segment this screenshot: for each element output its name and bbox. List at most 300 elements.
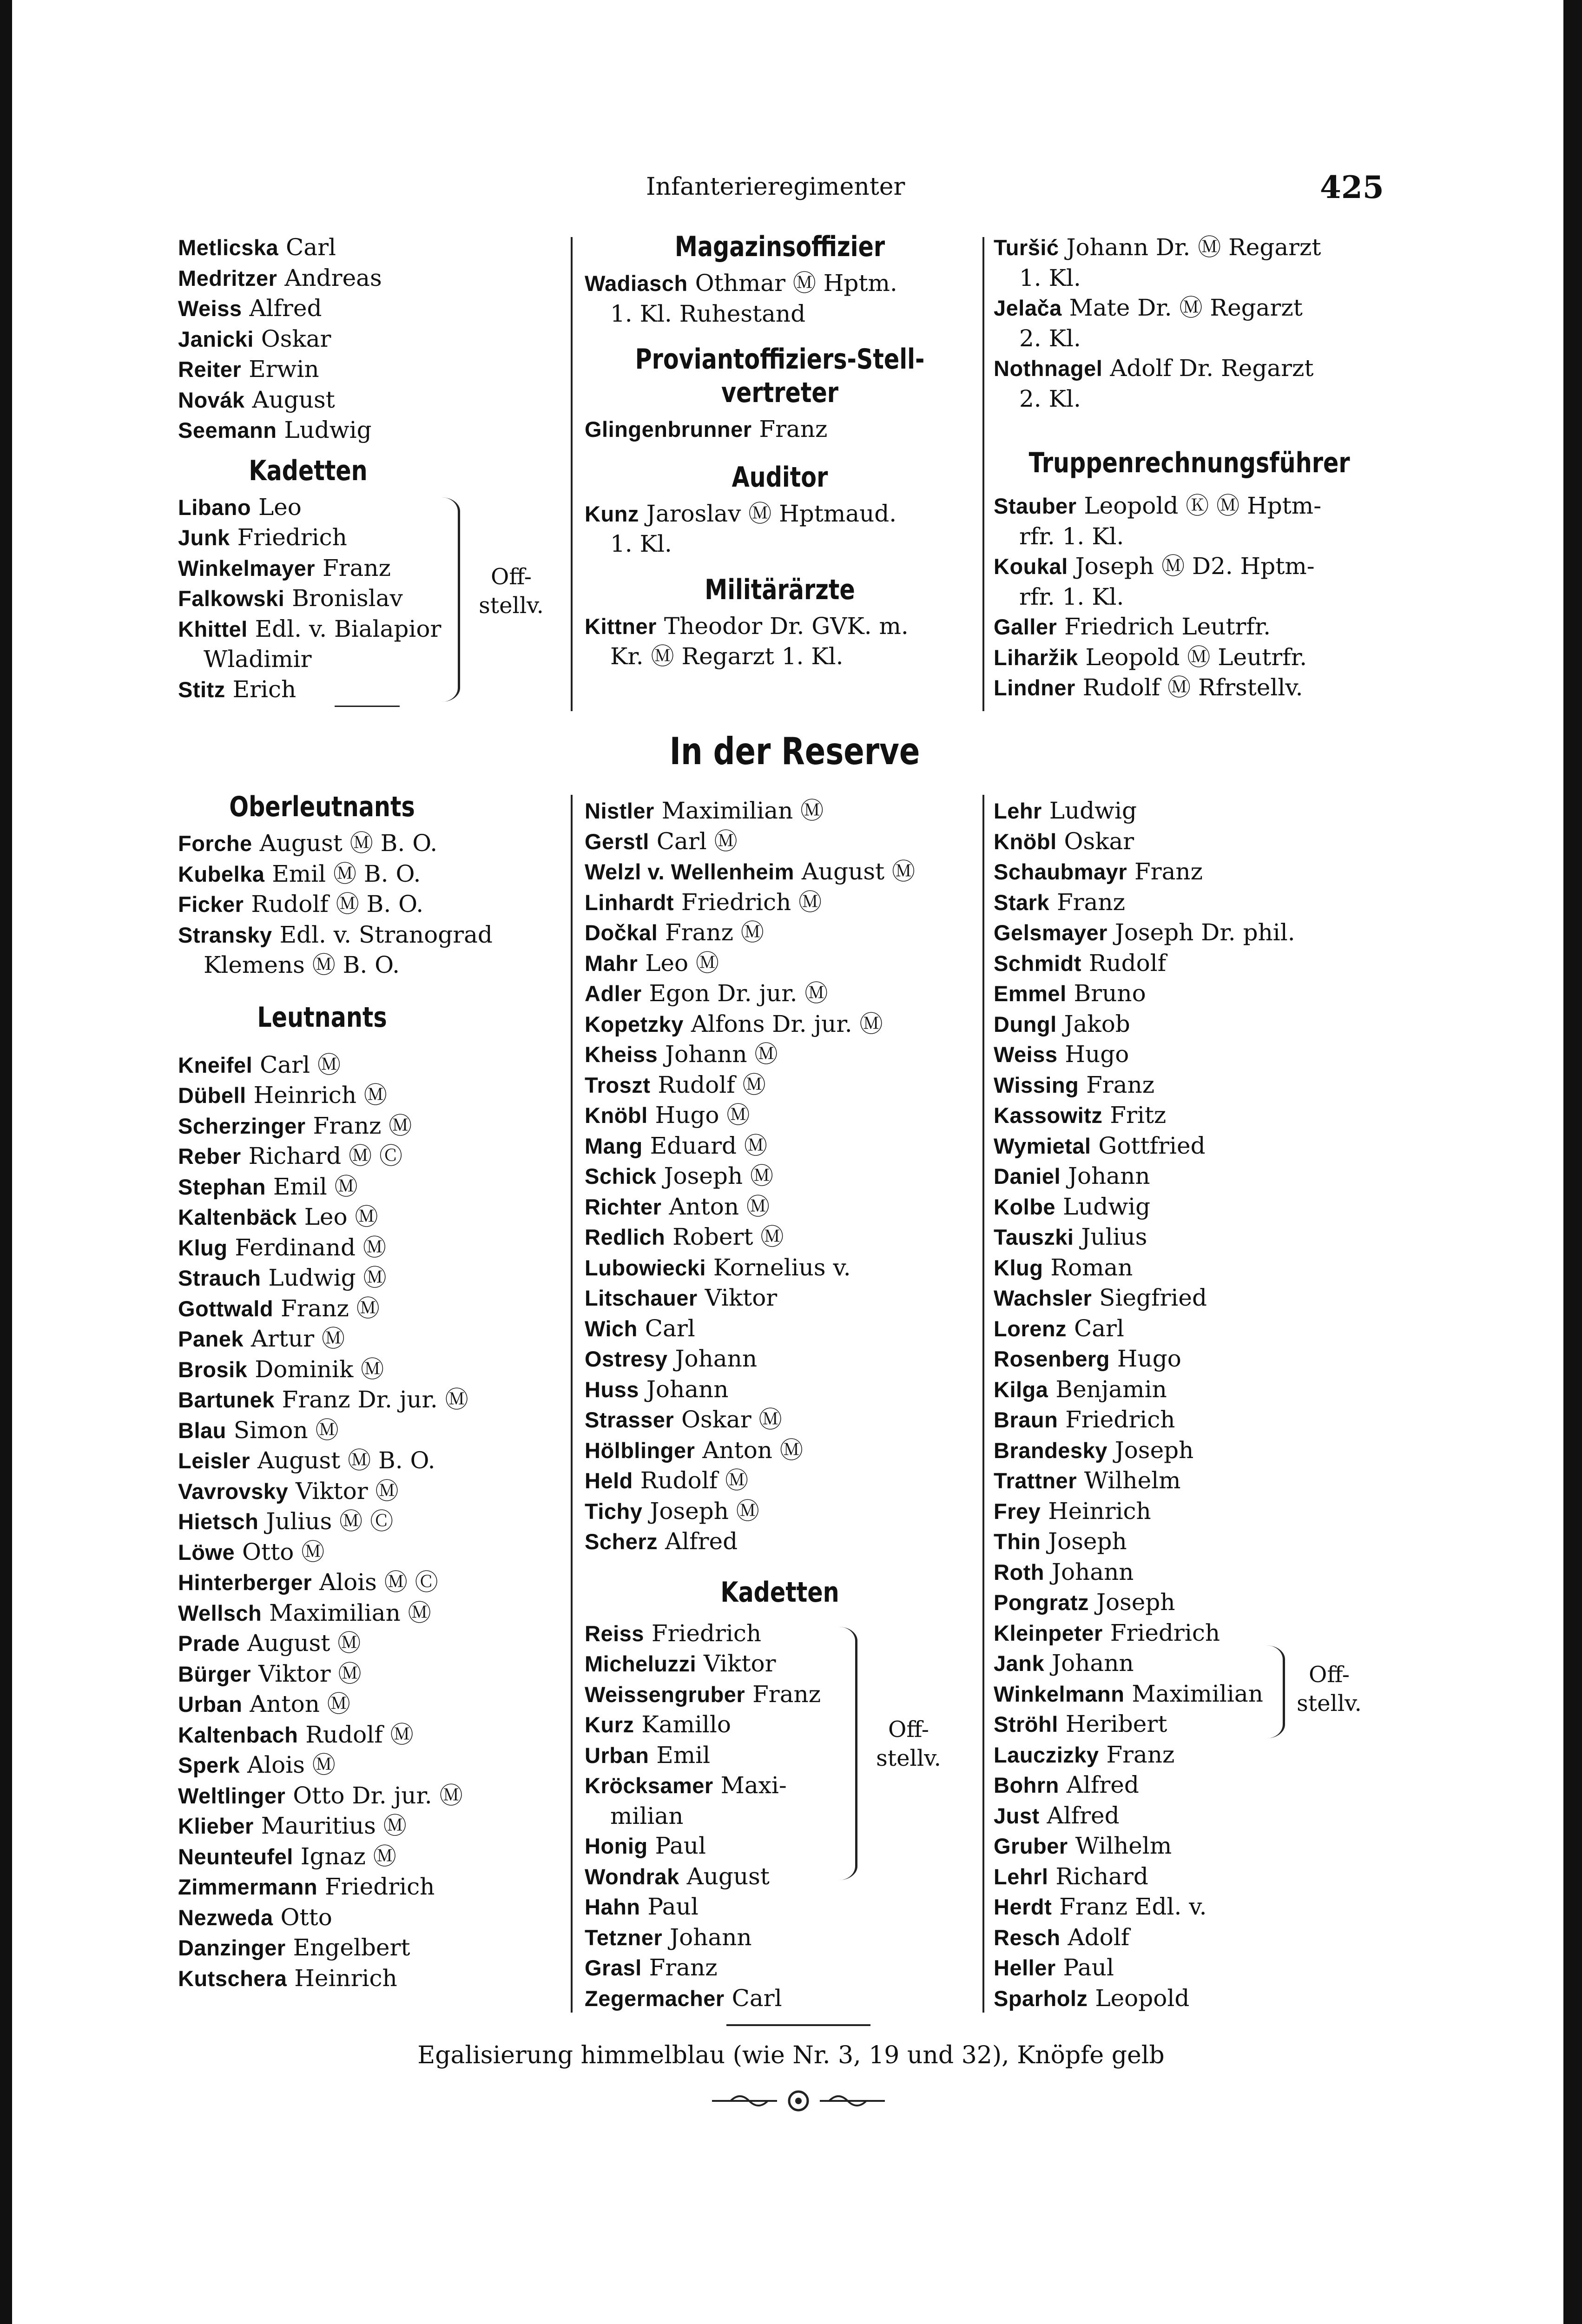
entry-details: Oskar Ⓜ	[681, 1406, 782, 1433]
list-item	[585, 1100, 975, 1131]
entry-details: Emil Ⓜ	[273, 1173, 358, 1200]
entry-details: rfr. 1. Kl.	[1019, 522, 1124, 550]
entry-details: August Ⓜ B. O.	[257, 1447, 435, 1474]
entry-details: 1. Kl.	[610, 530, 672, 557]
entry-surname: Honig	[585, 1834, 648, 1858]
list-item	[178, 492, 578, 523]
entry-details: Joseph	[1048, 1528, 1127, 1555]
col2-magazin-list	[585, 268, 975, 329]
column-1-lower	[178, 790, 578, 1994]
entry-details: August Ⓜ B. O.	[259, 830, 438, 857]
entry-details: Richard Ⓜ Ⓒ	[248, 1142, 402, 1169]
entry-details: Friedrich Leutrfr.	[1064, 613, 1271, 640]
column-3-upper	[994, 232, 1384, 703]
list-item	[585, 887, 975, 918]
list-item	[585, 1435, 975, 1466]
list-item	[585, 1009, 975, 1040]
column-1-upper	[178, 232, 578, 705]
list-item	[585, 1161, 975, 1192]
page-number: 425	[1320, 169, 1384, 205]
entry-details: Carl	[732, 1984, 782, 2012]
col1-top-list	[178, 232, 578, 446]
list-item	[994, 1526, 1412, 1557]
entry-details: Fritz	[1110, 1102, 1167, 1129]
list-item	[994, 1862, 1412, 1892]
list-item	[585, 948, 975, 979]
list-item	[178, 232, 578, 263]
list-item	[994, 1740, 1412, 1770]
entry-details: Alfons Dr. jur. Ⓜ	[691, 1010, 883, 1037]
list-item	[994, 1039, 1412, 1070]
list-item	[585, 414, 975, 445]
entry-details: Alfred	[1047, 1802, 1120, 1829]
entry-details: Siegfried	[1099, 1284, 1207, 1311]
list-item	[585, 529, 975, 559]
list-item	[585, 1649, 975, 1679]
entry-surname: Novák	[178, 387, 245, 412]
entry-details: Ignaz Ⓜ	[300, 1842, 396, 1870]
list-item	[994, 263, 1384, 293]
entry-details: Emil	[656, 1741, 711, 1769]
list-item	[585, 1892, 975, 1922]
entry-details: Johann	[1068, 1162, 1150, 1189]
entry-details: August Ⓜ	[247, 1630, 361, 1657]
list-item	[178, 1598, 578, 1629]
entry-surname: Gruber	[994, 1834, 1068, 1858]
list-item	[994, 857, 1412, 887]
entry-surname: Kassowitz	[994, 1103, 1103, 1128]
list-item	[178, 1689, 578, 1720]
entry-surname: Wymietal	[994, 1133, 1091, 1158]
kadetten-brace-label-2: Off- stellv.	[876, 1717, 941, 1771]
entry-details: Ferdinand Ⓜ	[235, 1234, 386, 1261]
entry-surname: Nistler	[585, 799, 654, 823]
entry-details: Carl Ⓜ	[260, 1051, 341, 1078]
entry-surname: Zimmermann	[178, 1875, 318, 1899]
list-item	[585, 1039, 975, 1070]
leutnants-heading: Leutnants	[257, 1001, 387, 1034]
list-item	[178, 1902, 578, 1933]
offstellv-brace-3	[1262, 1645, 1285, 1738]
column-rule-3	[571, 795, 573, 2013]
entry-surname: Dungl	[994, 1011, 1057, 1037]
list-item	[585, 1222, 975, 1253]
entry-surname: Kilga	[994, 1377, 1048, 1402]
entry-details: Carl	[1074, 1314, 1124, 1342]
list-item	[994, 384, 1384, 414]
entry-details: Kornelius v.	[713, 1254, 851, 1281]
entry-surname: Schaubmayr	[994, 859, 1127, 884]
entry-details: August Ⓜ	[801, 858, 915, 885]
entry-surname: Koukal	[994, 554, 1068, 579]
entry-details: Heribert	[1065, 1710, 1167, 1737]
list-item	[585, 299, 975, 329]
entry-surname: Metlicska	[178, 235, 279, 260]
entry-details: Andreas	[284, 264, 382, 291]
list-item	[994, 1070, 1412, 1101]
entry-details: Klemens Ⓜ B. O.	[204, 951, 400, 978]
entry-details: Franz	[1106, 1741, 1175, 1768]
entry-surname: Liharžik	[994, 645, 1078, 670]
entry-surname: Gottwald	[178, 1296, 274, 1321]
list-item	[994, 1953, 1412, 1983]
entry-surname: Scherzinger	[178, 1113, 306, 1138]
list-item	[994, 1831, 1412, 1862]
entry-surname: Gelsmayer	[994, 920, 1107, 945]
list-item	[178, 828, 578, 859]
list-item	[585, 1831, 975, 1862]
entry-surname: Kheiss	[585, 1042, 658, 1067]
list-item	[178, 1415, 578, 1446]
entry-details: Otto Ⓜ	[242, 1538, 325, 1565]
list-item	[585, 796, 975, 826]
entry-details: Alois Ⓜ Ⓒ	[319, 1569, 438, 1596]
entry-surname: Emmel	[994, 981, 1067, 1006]
entry-details: 1. Kl. Ruhestand	[610, 300, 806, 327]
entry-details: Joseph Ⓜ D2. Hptm-	[1075, 553, 1315, 580]
entry-details: Viktor Ⓜ	[258, 1660, 362, 1687]
entry-surname: Rosenberg	[994, 1347, 1110, 1371]
scan-edge-right	[1563, 0, 1582, 2324]
list-item	[178, 1963, 578, 1994]
list-item	[585, 1862, 975, 1892]
entry-surname: Brandesky	[994, 1438, 1107, 1463]
entry-details: Otto Dr. jur. Ⓜ	[293, 1782, 463, 1809]
entry-details: Hugo Ⓜ	[655, 1102, 750, 1129]
entry-surname: Wondrak	[585, 1864, 679, 1889]
list-item	[994, 1557, 1412, 1588]
entry-surname: Weiss	[994, 1042, 1058, 1067]
entry-surname: Kittner	[585, 614, 657, 639]
entry-details: Mauritius Ⓜ	[261, 1812, 407, 1839]
entry-surname: Klug	[994, 1255, 1043, 1280]
entry-details: Mate Dr. Ⓜ Regarzt	[1069, 294, 1303, 321]
kadetten-heading-1: Kadetten	[249, 454, 368, 487]
entry-surname: Trattner	[994, 1468, 1077, 1493]
list-item	[585, 268, 975, 299]
entry-surname: Linhardt	[585, 890, 674, 915]
entry-details: Alfred	[1066, 1771, 1139, 1798]
list-item	[994, 1770, 1412, 1801]
list-item	[178, 1324, 578, 1354]
entry-surname: Klug	[178, 1235, 228, 1260]
entry-details: Emil Ⓜ B. O.	[272, 860, 421, 887]
list-item	[178, 1628, 578, 1659]
entry-details: Leopold Ⓚ Ⓜ Hptm-	[1084, 492, 1322, 519]
entry-surname: Gerstl	[585, 829, 649, 854]
entry-surname: Danzinger	[178, 1935, 286, 1960]
list-item	[178, 385, 578, 416]
entry-details: Franz Ⓜ	[280, 1294, 380, 1322]
entry-details: Johann	[670, 1923, 752, 1951]
list-item	[994, 1314, 1412, 1344]
entry-surname: Richter	[585, 1194, 662, 1219]
entry-details: Friedrich	[651, 1619, 762, 1647]
entry-surname: Hinterberger	[178, 1570, 312, 1595]
entry-details: Engelbert	[293, 1934, 410, 1961]
entry-surname: Junk	[178, 525, 230, 550]
entry-details: Wladimir	[204, 646, 312, 673]
entry-surname: Hahn	[585, 1895, 640, 1919]
list-item	[585, 641, 975, 672]
list-item	[178, 1080, 578, 1111]
entry-details: Johann	[646, 1375, 729, 1403]
entry-details: Jaroslav Ⓜ Hptmaud.	[646, 500, 897, 527]
column-rule-1	[571, 237, 573, 711]
entry-details: August	[252, 386, 335, 413]
entry-details: rfr. 1. Kl.	[1019, 583, 1124, 610]
entry-surname: Heller	[994, 1955, 1056, 1980]
entry-details: Franz Edl. v.	[1059, 1893, 1207, 1920]
entry-details: Kamillo	[641, 1711, 732, 1738]
entry-details: Wilhelm	[1084, 1467, 1181, 1494]
entry-surname: Kurz	[585, 1712, 634, 1737]
entry-surname: Herdt	[994, 1895, 1052, 1919]
list-item	[178, 1750, 578, 1781]
entry-details: Maxi-	[720, 1772, 787, 1799]
entry-surname: Prade	[178, 1631, 240, 1656]
entry-surname: Stauber	[994, 494, 1077, 518]
entry-details: 2. Kl.	[1019, 324, 1081, 352]
list-item	[585, 1466, 975, 1496]
list-item	[994, 642, 1384, 673]
auditor-heading: Auditor	[732, 461, 828, 494]
page-header	[0, 169, 1582, 210]
entry-surname: Wadiasch	[585, 271, 688, 296]
entry-surname: Dočkal	[585, 920, 658, 945]
entry-surname: Pongratz	[994, 1590, 1089, 1615]
entry-details: Franz	[649, 1954, 718, 1981]
list-item	[178, 324, 578, 355]
entry-surname: Wellsch	[178, 1600, 262, 1625]
entry-surname: Libano	[178, 495, 251, 520]
list-item	[994, 324, 1384, 354]
entry-surname: Just	[994, 1803, 1040, 1828]
entry-details: Theodor Dr. GVK. m.	[664, 612, 909, 640]
list-item	[178, 1233, 578, 1263]
entry-details: Leo Ⓜ	[645, 949, 719, 977]
entry-details: Edl. v. Bialapior	[255, 615, 442, 642]
list-item	[178, 950, 578, 980]
list-item	[994, 1587, 1412, 1618]
entry-details: Maximilian	[1132, 1680, 1263, 1707]
col2-aerzte-list	[585, 611, 975, 672]
list-item	[585, 1283, 975, 1314]
entry-surname: Galler	[994, 614, 1057, 639]
entry-surname: Jelača	[994, 296, 1062, 320]
list-item	[994, 887, 1412, 918]
list-item	[994, 1192, 1412, 1222]
entry-details: Egon Dr. jur. Ⓜ	[649, 980, 828, 1007]
entry-details: Alois Ⓜ	[247, 1751, 336, 1778]
list-item	[585, 1192, 975, 1222]
entry-details: Carl Ⓜ	[656, 827, 738, 855]
entry-surname: Sperk	[178, 1753, 240, 1777]
entry-details: August	[686, 1862, 770, 1890]
list-item	[994, 1344, 1412, 1374]
entry-surname: Winkelmann	[994, 1681, 1125, 1706]
entry-surname: Kubelka	[178, 861, 265, 886]
entry-surname: Tetzner	[585, 1925, 663, 1950]
list-item	[585, 1770, 975, 1801]
entry-surname: Urban	[585, 1743, 649, 1768]
list-item	[585, 1953, 975, 1983]
list-item	[994, 1801, 1412, 1831]
entry-surname: Bürger	[178, 1661, 251, 1686]
list-item	[585, 611, 975, 642]
entry-surname: Leisler	[178, 1448, 250, 1473]
entry-details: Heinrich Ⓜ	[253, 1082, 387, 1109]
entry-surname: Blau	[178, 1418, 226, 1443]
entry-surname: Mahr	[585, 951, 638, 976]
list-item	[585, 1344, 975, 1374]
entry-details: Franz	[1134, 858, 1203, 885]
list-item	[178, 415, 578, 446]
list-item	[585, 1526, 975, 1557]
entry-surname: Kneifel	[178, 1052, 253, 1077]
entry-surname: Thin	[994, 1529, 1041, 1554]
entry-details: Gottfried	[1098, 1132, 1206, 1159]
entry-details: Wilhelm	[1075, 1832, 1172, 1859]
entry-surname: Reber	[178, 1144, 241, 1169]
entry-surname: Kolbe	[994, 1194, 1056, 1219]
entry-details: Joseph Ⓜ	[650, 1497, 759, 1525]
entry-surname: Hietsch	[178, 1509, 259, 1534]
list-item	[994, 978, 1412, 1009]
entry-details: milian	[610, 1802, 684, 1829]
list-item	[585, 1131, 975, 1162]
list-item	[994, 1283, 1412, 1314]
list-item	[994, 293, 1384, 324]
list-item	[994, 948, 1412, 979]
entry-details: Hugo	[1065, 1041, 1129, 1068]
entry-details: Jakob	[1064, 1010, 1130, 1037]
entry-details: Franz	[752, 1680, 821, 1708]
entry-surname: Ströhl	[994, 1712, 1058, 1736]
entry-details: Johann	[675, 1345, 758, 1372]
list-item	[178, 1811, 578, 1842]
entry-surname: Lehr	[994, 799, 1042, 823]
list-item	[994, 1100, 1412, 1131]
entry-details: 1. Kl.	[1019, 264, 1081, 291]
entry-details: Roman	[1050, 1254, 1133, 1281]
list-item	[585, 918, 975, 948]
col1-leutnants-list	[178, 1050, 578, 1994]
entry-surname: Kleinpeter	[994, 1620, 1103, 1645]
entry-details: Viktor	[705, 1284, 778, 1311]
entry-details: Rudolf Ⓜ Rfrstellv.	[1082, 674, 1303, 701]
list-item	[178, 1842, 578, 1872]
entry-surname: Grasl	[585, 1955, 642, 1980]
entry-details: Friedrich	[325, 1873, 435, 1900]
list-item	[994, 1161, 1412, 1192]
entry-surname: Kunz	[585, 501, 639, 526]
list-item	[178, 1446, 578, 1476]
list-item	[178, 1506, 578, 1537]
short-rule-1	[335, 706, 400, 707]
list-item	[994, 1253, 1412, 1283]
entry-details: Joseph Ⓜ	[664, 1162, 773, 1189]
entry-details: Bruno	[1074, 980, 1146, 1007]
entry-surname: Weltlinger	[178, 1783, 286, 1808]
entry-surname: Winkelmayer	[178, 555, 316, 581]
aerzte-heading: Militärärzte	[705, 573, 855, 606]
list-item	[178, 1476, 578, 1507]
list-item	[585, 1618, 975, 1649]
list-item	[178, 1111, 578, 1142]
entry-surname: Löwe	[178, 1539, 235, 1565]
list-item	[994, 826, 1412, 857]
entry-surname: Brosik	[178, 1357, 248, 1382]
list-item	[994, 796, 1412, 826]
entry-surname: Knöbl	[994, 829, 1057, 854]
entry-details: Joseph	[1096, 1589, 1175, 1616]
column-2-lower	[585, 796, 975, 2014]
column-rule-4	[982, 795, 984, 2013]
entry-details: Friedrich Ⓜ	[681, 888, 822, 916]
list-item	[585, 1374, 975, 1405]
list-item	[585, 978, 975, 1009]
entry-surname: Tauszki	[994, 1225, 1074, 1249]
entry-surname: Nothnagel	[994, 356, 1103, 381]
entry-details: Ludwig Ⓜ	[268, 1264, 387, 1291]
list-item	[994, 1892, 1412, 1922]
list-item	[178, 1172, 578, 1202]
entry-surname: Kutschera	[178, 1966, 287, 1991]
entry-surname: Kaltenbäck	[178, 1205, 297, 1229]
entry-details: Leo	[258, 493, 302, 521]
list-item	[178, 920, 578, 951]
entry-surname: Khittel	[178, 616, 248, 641]
list-item	[178, 1537, 578, 1568]
kadetten-brace-label-1: Off- stellv.	[479, 564, 544, 619]
entry-surname: Roth	[994, 1559, 1045, 1585]
entry-surname: Lehrl	[994, 1864, 1048, 1889]
entry-details: Erwin	[249, 356, 319, 383]
col3-rechnung-list	[994, 491, 1384, 703]
entry-surname: Reiss	[585, 1621, 644, 1646]
entry-surname: Falkowski	[178, 586, 285, 611]
entry-details: Franz	[1056, 888, 1125, 916]
entry-surname: Held	[585, 1468, 633, 1493]
col2-reserve-list	[585, 796, 975, 1557]
entry-details: Johann Dr. Ⓜ Regarzt	[1066, 234, 1321, 261]
entry-details: Carl	[645, 1314, 695, 1342]
entry-surname: Jank	[994, 1651, 1045, 1676]
entry-details: Artur Ⓜ	[250, 1325, 345, 1352]
entry-surname: Kaltenbach	[178, 1722, 298, 1747]
list-item	[994, 1222, 1412, 1253]
entry-details: Franz Ⓜ	[313, 1112, 412, 1139]
list-item	[994, 1618, 1412, 1649]
entry-surname: Schick	[585, 1164, 657, 1188]
offstellv-brace-label-3: Off- stellv.	[1297, 1662, 1362, 1717]
list-item	[994, 612, 1384, 642]
entry-details: Richard	[1055, 1862, 1148, 1890]
entry-surname: Wich	[585, 1316, 638, 1341]
entry-surname: Resch	[994, 1925, 1061, 1950]
running-head: Infanterieregimenter	[646, 173, 905, 201]
ornament-divider	[712, 2087, 885, 2115]
entry-surname: Frey	[994, 1499, 1041, 1524]
list-item	[994, 1009, 1412, 1040]
entry-details: Anton Ⓜ	[250, 1690, 350, 1717]
list-item	[585, 826, 975, 857]
entry-details: Hugo	[1117, 1345, 1181, 1372]
entry-details: Ludwig	[1062, 1193, 1151, 1220]
list-item	[178, 522, 578, 553]
entry-surname: Weissengruber	[585, 1682, 745, 1707]
